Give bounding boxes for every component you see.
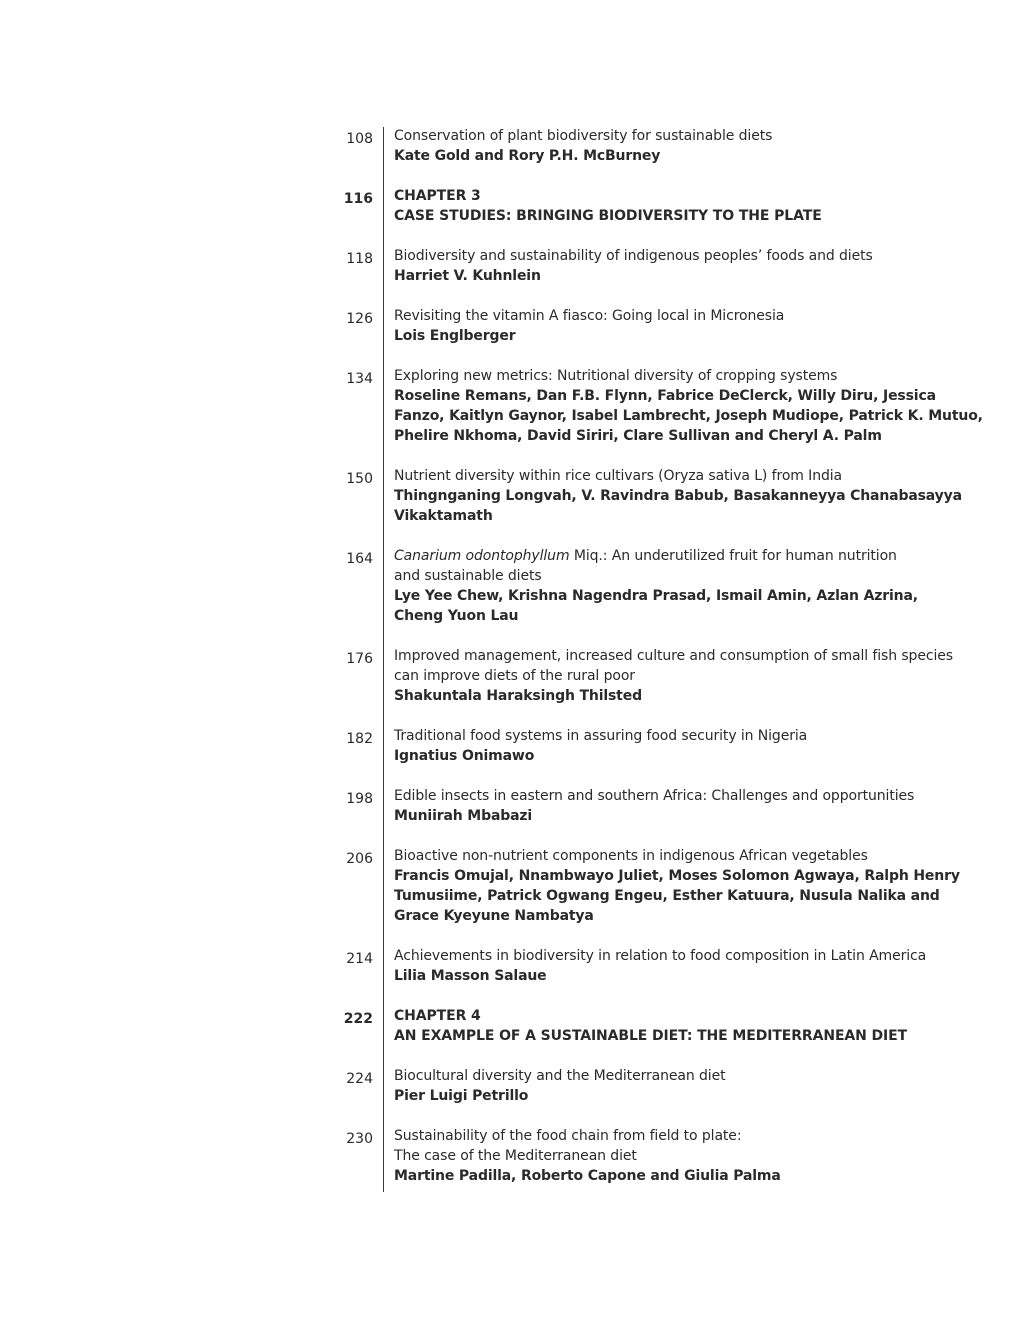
article-title-line: and sustainable diets [394,568,542,584]
article-title-line: Exploring new metrics: Nutritional diversity of cropping systems [394,368,838,384]
entry-spacer [340,766,980,786]
toc-entry [340,366,983,446]
page-number: 116 [343,191,373,207]
toc-entry [340,1126,980,1186]
chapter-title-line: CASE STUDIES: BRINGING BIODIVERSITY TO THE PLATE [394,208,822,224]
entry-body [394,1006,954,1046]
entry-spacer [340,986,980,1006]
toc-entry [340,1066,980,1106]
entry-body [394,846,960,926]
entry-spacer [340,446,980,466]
article-title-line: Conservation of plant biodiversity for sustainable diets [394,128,773,144]
chapter-title-line: CHAPTER 3 [394,188,481,204]
article-title-line: Biocultural diversity and the Mediterranean diet [394,1068,726,1084]
page-number: 214 [346,951,373,967]
toc-entry [340,646,980,706]
page-number: 182 [346,731,373,747]
article-title-line: Traditional food systems in assuring food security in Nigeria [394,728,808,744]
article-title-line: The case of the Mediterranean diet [394,1148,637,1164]
page-number: 126 [346,311,373,327]
toc-entry [340,786,980,826]
entry-spacer [340,1106,980,1126]
entry-body [394,366,983,446]
chapter-title-line: CHAPTER 4 [394,1008,481,1024]
author-line: Harriet V. Kuhnlein [394,268,541,284]
entry-body [394,786,954,826]
entry-body [394,726,954,766]
entry-body [394,126,954,166]
page-number: 224 [346,1071,373,1087]
article-title-line: Biodiversity and sustainability of indigenous peoples’ foods and diets [394,248,873,264]
author-line: Lois Englberger [394,328,516,344]
toc-entry [340,946,980,986]
author-line: Cheng Yuon Lau [394,608,519,624]
article-title-line: Improved management, increased culture and consumption of small fish species [394,648,953,664]
entry-spacer [340,346,980,366]
page-number: 118 [346,251,373,267]
entry-body [394,306,954,346]
author-line: Ignatius Onimawo [394,748,535,764]
article-title-line: Nutrient diversity within rice cultivars (Oryza sativa L) from India [394,468,843,484]
entry-spacer [340,226,980,246]
author-line: Muniirah Mbabazi [394,808,533,824]
page-number: 176 [346,651,373,667]
page-number: 164 [346,551,373,567]
page-number: 230 [346,1131,373,1147]
author-line: Francis Omujal, Nnambwayo Juliet, Moses Solomon Agwaya, Ralph Henry [394,868,960,884]
entry-body [394,646,954,706]
entry-body [394,1126,954,1186]
toc-entry [340,126,980,166]
author-line: Phelire Nkhoma, David Siriri, Clare Sullivan and Cheryl A. Palm [394,428,882,444]
entry-spacer [340,926,980,946]
toc-entry [340,466,980,526]
author-line: Kate Gold and Rory P.H. McBurney [394,148,661,164]
author-line: Shakuntala Haraksingh Thilsted [394,688,642,704]
article-title-line: can improve diets of the rural poor [394,668,635,684]
page-number: 206 [346,851,373,867]
chapter-title-line: AN EXAMPLE OF A SUSTAINABLE DIET: THE MEDITERRANEAN DIET [394,1028,908,1044]
toc-chapter-heading [340,186,980,226]
toc-entry [340,546,980,626]
article-title-line: Bioactive non-nutrient components in indigenous African vegetables [394,848,868,864]
author-line: Pier Luigi Petrillo [394,1088,529,1104]
toc-chapter-heading [340,1006,980,1046]
entry-body [394,546,954,626]
article-title-text: Miq.: An underutilized fruit for human nutrition [569,548,897,564]
page-number: 134 [346,371,373,387]
entry-spacer [340,286,980,306]
entry-body [394,946,954,986]
article-title-line: Sustainability of the food chain from field to plate: [394,1128,742,1144]
entry-spacer [340,526,980,546]
entry-spacer [340,166,980,186]
toc-entry [340,846,980,926]
toc-entry [340,306,980,346]
entry-spacer [340,706,980,726]
entry-spacer [340,626,980,646]
article-title-line [394,546,954,566]
entry-body [394,246,954,286]
page-number: 108 [346,131,373,147]
entry-spacer [340,1046,980,1066]
toc-entry [340,726,980,766]
species-name: Canarium odontophyllum [394,548,570,564]
toc-entry [340,246,980,286]
author-line: Roseline Remans, Dan F.B. Flynn, Fabrice DeClerck, Willy Diru, Jessica [394,388,936,404]
table-of-contents [340,126,983,1186]
entry-body [394,466,962,526]
author-line: Martine Padilla, Roberto Capone and Giulia Palma [394,1168,781,1184]
page-number: 222 [343,1011,373,1027]
author-line: Tumusiime, Patrick Ogwang Engeu, Esther Katuura, Nusula Nalika and [394,888,940,904]
author-line: Lye Yee Chew, Krishna Nagendra Prasad, Ismail Amin, Azlan Azrina, [394,588,918,604]
page-number: 198 [346,791,373,807]
article-title-line: Achievements in biodiversity in relation to food composition in Latin America [394,948,927,964]
entry-body [394,186,954,226]
article-title-line: Revisiting the vitamin A fiasco: Going local in Micronesia [394,308,785,324]
entry-spacer [340,826,980,846]
author-line: Fanzo, Kaitlyn Gaynor, Isabel Lambrecht, Joseph Mudiope, Patrick K. Mutuo, [394,408,983,424]
entry-body [394,1066,954,1106]
author-line: Lilia Masson Salaue [394,968,547,984]
author-line: Vikaktamath [394,508,493,524]
author-line: Thingnganing Longvah, V. Ravindra Babub, Basakanneyya Chanabasayya [394,488,962,504]
author-line: Grace Kyeyune Nambatya [394,908,594,924]
article-title-line: Edible insects in eastern and southern Africa: Challenges and opportunities [394,788,915,804]
page-number: 150 [346,471,373,487]
